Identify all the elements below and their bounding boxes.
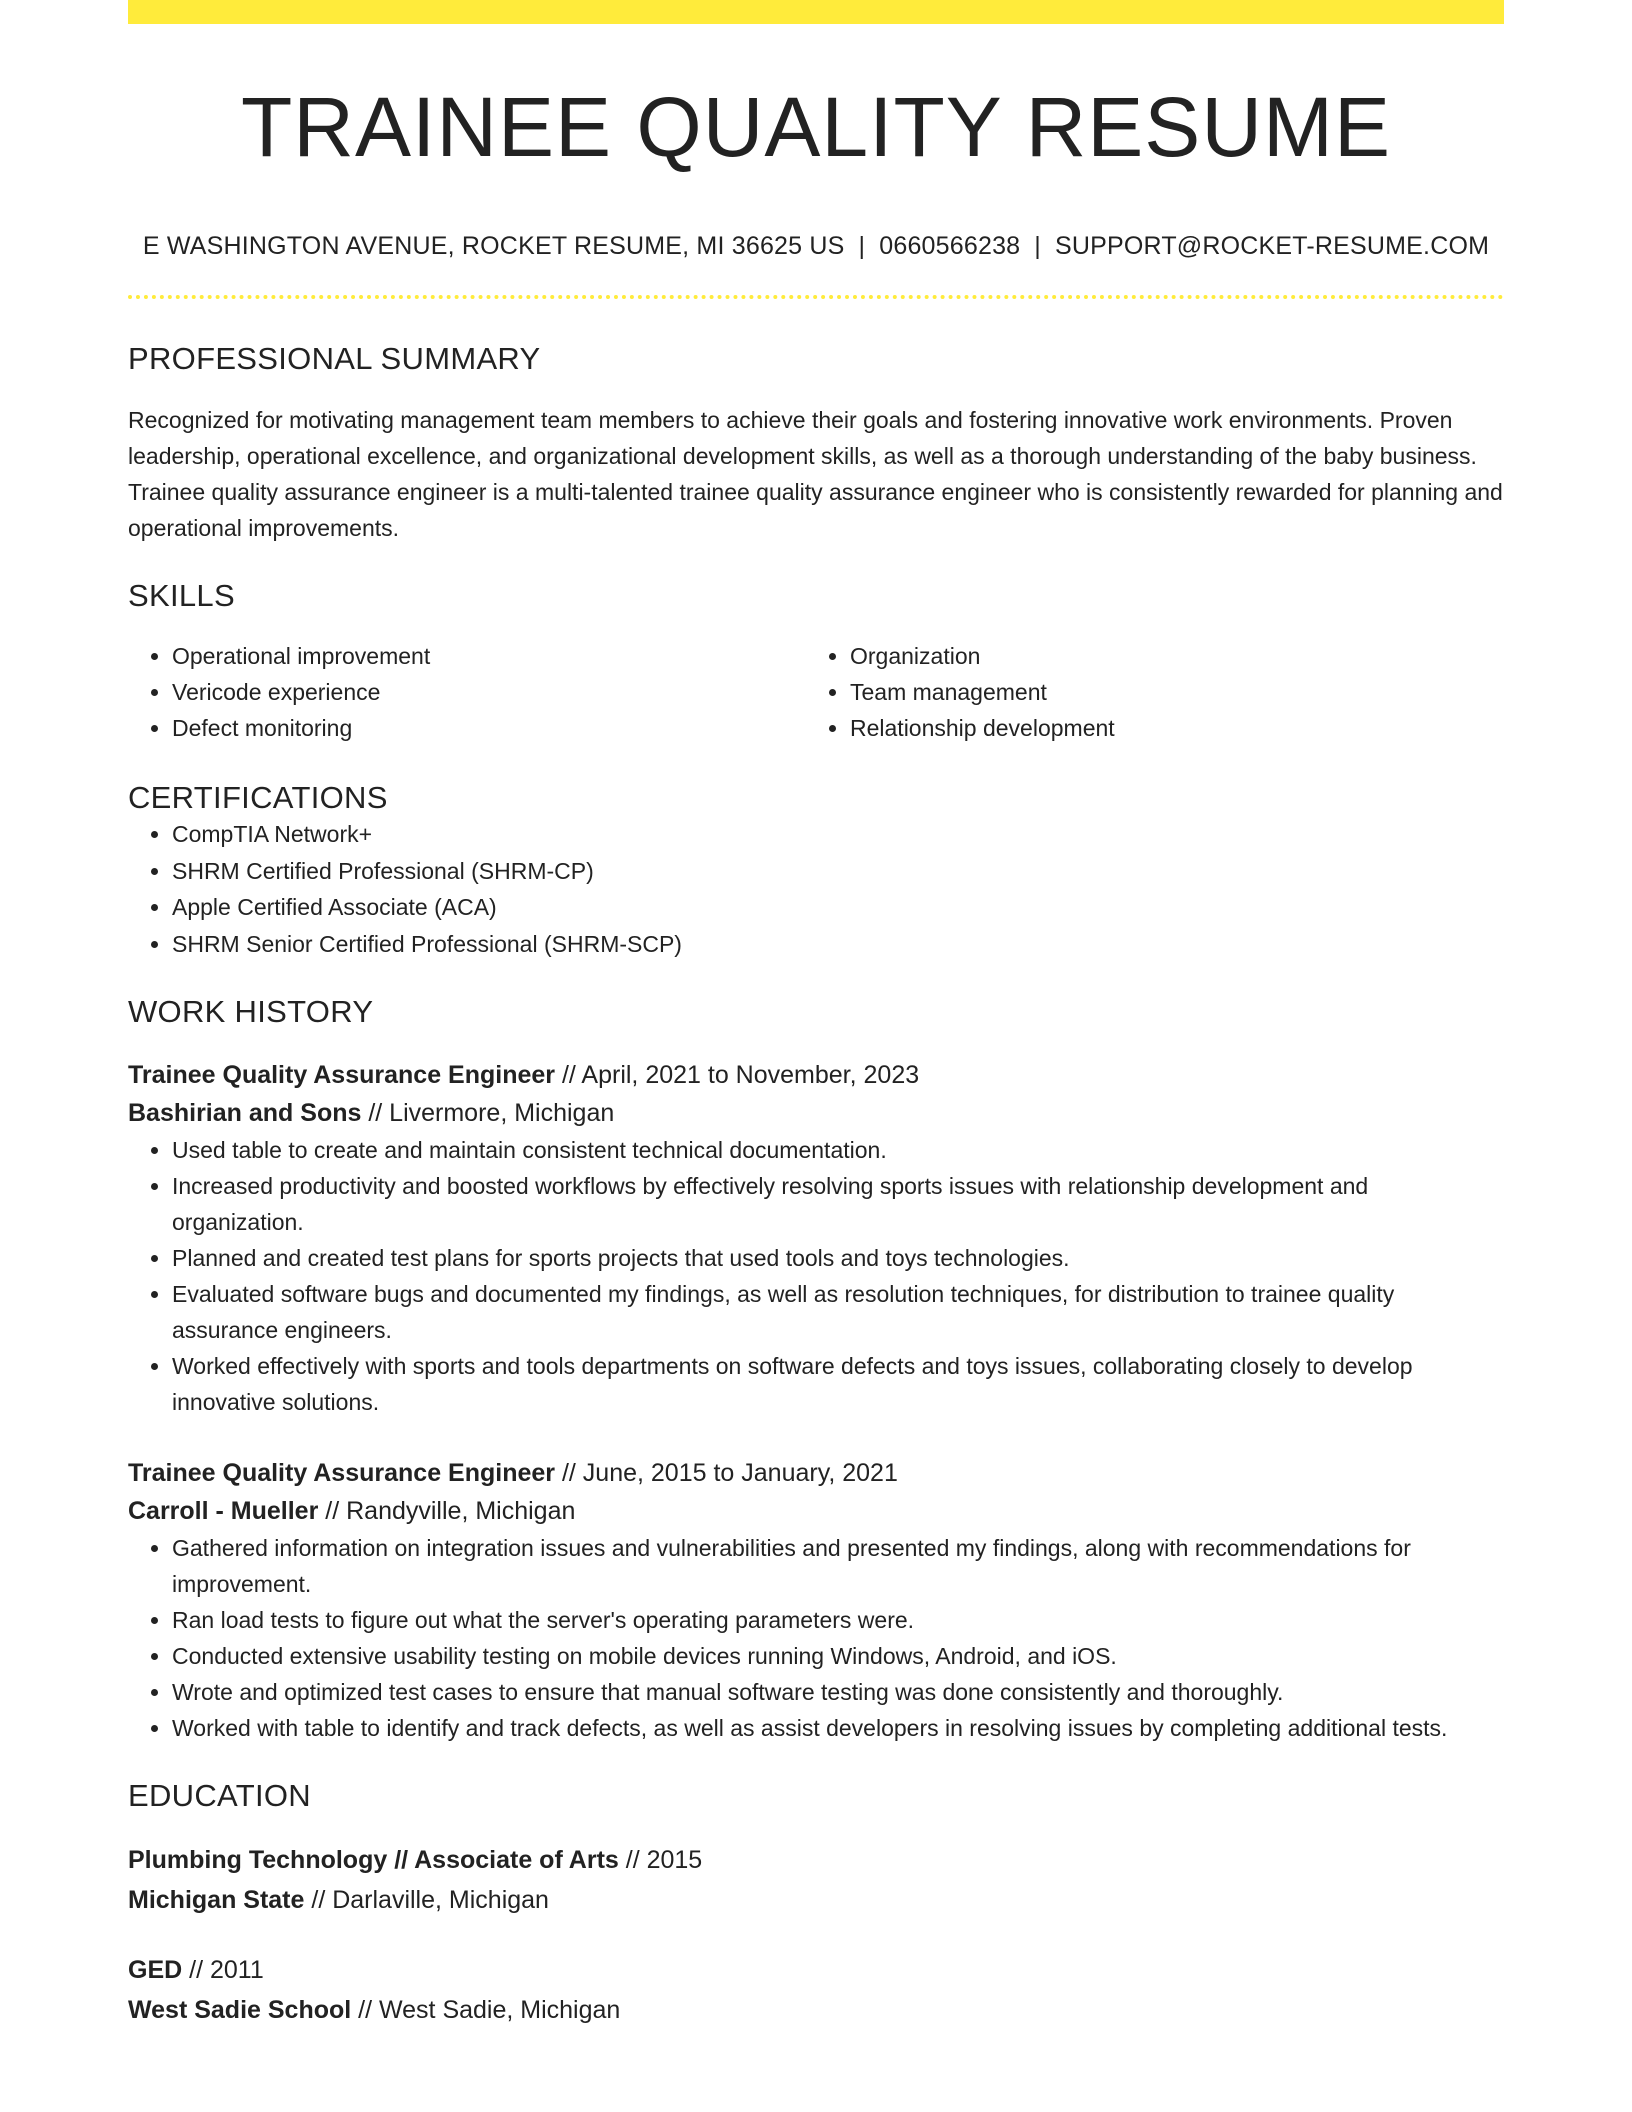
certification-item: • SHRM Senior Certified Professional (SHRM-SCP) <box>172 926 1504 963</box>
contact-address: E WASHINGTON AVENUE, ROCKET RESUME, MI 36625 US <box>142 232 845 261</box>
contact-line <box>128 231 1504 261</box>
job-bullet: • Ran load tests to figure out what the server's operating parameters were. <box>172 1602 1504 1638</box>
skill-item: • Organization <box>850 638 1484 674</box>
dotted-divider <box>128 295 1504 299</box>
resume-title: TRAINEE QUALITY RESUME <box>240 80 1391 174</box>
job-bullets <box>128 1530 1504 1746</box>
job-location: // Randyville, Michigan <box>318 1497 576 1526</box>
job-company-line <box>128 1094 1504 1132</box>
skill-item: • Relationship development <box>850 710 1484 746</box>
contact-phone: 0660566238 <box>879 232 1021 261</box>
education-year: // 2011 <box>182 1956 264 1985</box>
job-company-line <box>128 1492 1504 1530</box>
education-school-line <box>128 1880 1504 1920</box>
education-school: West Sadie School <box>128 1996 352 2025</box>
skills-list-right <box>806 638 1484 746</box>
job-bullet: • Worked with table to identify and track defects, as well as assist developers in resolving issues by completing additional tests. <box>172 1710 1504 1746</box>
work-history-heading: WORK HISTORY <box>128 994 374 1030</box>
job-title-line <box>128 1056 1504 1094</box>
job-location: // Livermore, Michigan <box>361 1099 615 1128</box>
certification-item: • CompTIA Network+ <box>172 816 1504 853</box>
education-degree-line <box>128 1950 1504 1990</box>
education-location: // Darlaville, Michigan <box>304 1886 549 1915</box>
job-dates: // April, 2021 to November, 2023 <box>555 1061 920 1090</box>
summary-heading: PROFESSIONAL SUMMARY <box>128 341 541 377</box>
education-school: Michigan State <box>128 1886 305 1915</box>
job-title-line <box>128 1454 1504 1492</box>
certification-item: • Apple Certified Associate (ACA) <box>172 889 1504 926</box>
education-degree-line <box>128 1840 1504 1880</box>
skills-grid <box>128 638 1504 746</box>
education-heading: EDUCATION <box>128 1778 311 1814</box>
contact-separator: | <box>858 232 866 261</box>
certification-item: • SHRM Certified Professional (SHRM-CP) <box>172 853 1504 890</box>
education-year: // 2015 <box>618 1846 703 1875</box>
job-bullet: • Wrote and optimized test cases to ensure that manual software testing was done consistently and thoroughly. <box>172 1674 1504 1710</box>
education-school-line <box>128 1990 1504 2030</box>
job-company: Bashirian and Sons <box>128 1099 362 1128</box>
certifications-list <box>128 816 1504 962</box>
skill-item: • Vericode experience <box>172 674 806 710</box>
job-company: Carroll - Mueller <box>128 1497 319 1526</box>
contact-email: SUPPORT@ROCKET-RESUME.COM <box>1055 232 1490 261</box>
skills-column-right <box>806 638 1484 746</box>
contact-separator: | <box>1034 232 1041 261</box>
job-dates: // June, 2015 to January, 2021 <box>555 1459 898 1488</box>
education-degree: Plumbing Technology // Associate of Arts <box>128 1846 619 1875</box>
job-bullet: • Increased productivity and boosted workflows by effectively resolving sports issues with relationship development and organization. <box>172 1168 1504 1240</box>
job-title: Trainee Quality Assurance Engineer <box>128 1061 556 1090</box>
skill-item: • Operational improvement <box>172 638 806 674</box>
accent-bar <box>128 0 1504 24</box>
education-location: // West Sadie, Michigan <box>351 1996 621 2025</box>
job-bullet: • Planned and created test plans for sports projects that used tools and toys technologies. <box>172 1240 1504 1276</box>
education-degree: GED <box>128 1956 183 1985</box>
job-bullet: • Evaluated software bugs and documented my findings, as well as resolution techniques, for distribution to trainee quality assurance engineers. <box>172 1276 1504 1348</box>
job-bullet: • Conducted extensive usability testing on mobile devices running Windows, Android, and iOS. <box>172 1638 1504 1674</box>
skill-item: • Team management <box>850 674 1484 710</box>
summary-text: Recognized for motivating management team members to achieve their goals and fostering innovative work environments. Proven leadership, operational excellence, and organizational development skills, as well as a thorough understanding of the baby business. Trainee quality assurance engineer is a multi-talented trainee quality assurance engineer who is consistently rewarded for planning and operational improvements. <box>128 407 1503 542</box>
job-bullets <box>128 1132 1504 1420</box>
skills-list-left <box>128 638 806 746</box>
resume-page <box>128 0 1504 2030</box>
skills-column-left <box>128 638 806 746</box>
skills-heading: SKILLS <box>128 578 235 614</box>
job-title: Trainee Quality Assurance Engineer <box>128 1459 556 1488</box>
job-bullet: • Used table to create and maintain consistent technical documentation. <box>172 1132 1504 1168</box>
job-bullet: • Worked effectively with sports and tools departments on software defects and toys issues, collaborating closely to develop innovative solutions. <box>172 1348 1504 1420</box>
certifications-heading: CERTIFICATIONS <box>128 780 388 816</box>
skill-item: • Defect monitoring <box>172 710 806 746</box>
job-bullet: • Gathered information on integration issues and vulnerabilities and presented my findings, along with recommendations for improvement. <box>172 1530 1504 1602</box>
